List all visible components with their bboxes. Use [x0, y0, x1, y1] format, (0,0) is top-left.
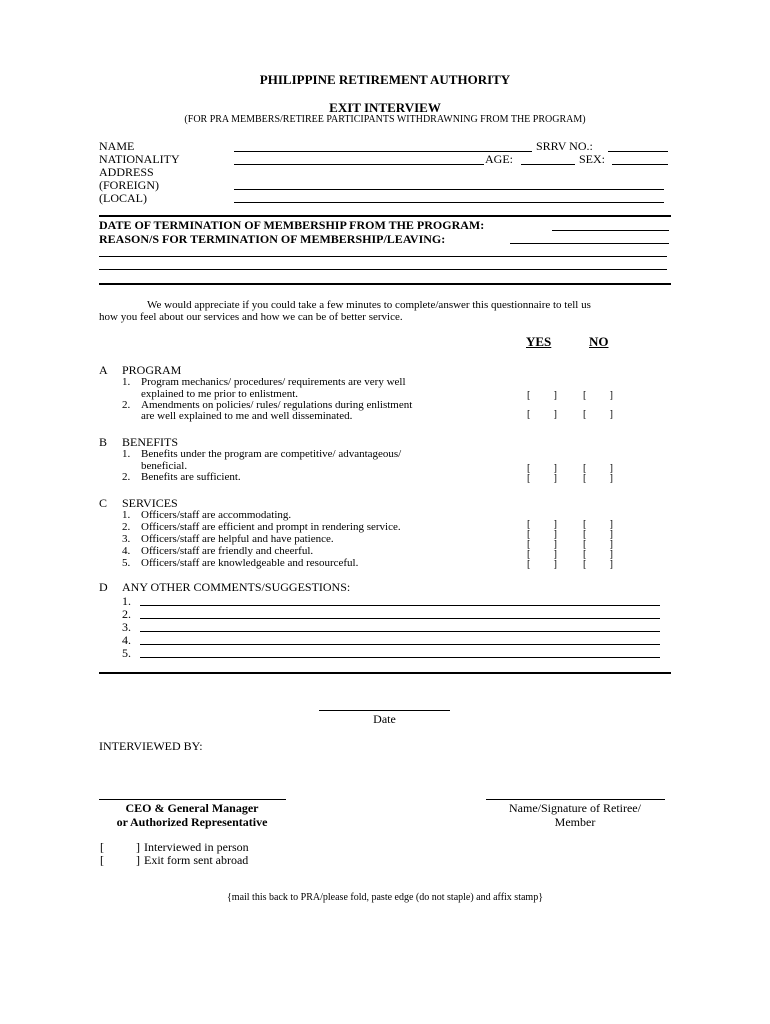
retiree-label-line-1: Name/Signature of Retiree/ — [509, 801, 641, 815]
item-number: 4. — [122, 545, 131, 557]
services-item-1: Officers/staff are accommodating. — [141, 509, 292, 521]
comment-field-2[interactable] — [140, 618, 660, 619]
comment-field-5[interactable] — [140, 657, 660, 658]
age-label: AGE: — [485, 152, 513, 166]
services-item-4: Officers/staff are friendly and cheerful. — [141, 545, 314, 557]
benefits-2-yes-checkbox[interactable]: [ ] — [527, 473, 557, 484]
sex-field[interactable] — [612, 164, 668, 165]
program-1-no-checkbox[interactable]: [ ] — [583, 390, 613, 401]
section-divider — [99, 672, 671, 674]
interviewed-by-label: INTERVIEWED BY: — [99, 739, 203, 753]
item-number: 3. — [122, 533, 131, 545]
section-b-letter: B — [99, 435, 108, 449]
item-number: 2. — [122, 471, 131, 483]
services-3-yes-checkbox[interactable]: [ ] — [527, 539, 557, 550]
interviewed-in-person-checkbox[interactable]: [ ] — [100, 840, 140, 854]
services-1-no-checkbox[interactable]: [ ] — [583, 519, 613, 530]
services-item-2: Officers/staff are efficient and prompt in rendering service. — [141, 521, 401, 533]
benefits-1-no-checkbox[interactable]: [ ] — [583, 463, 613, 474]
srrv-label: SRRV NO.: — [536, 139, 593, 153]
form-title: EXIT INTERVIEW — [329, 100, 441, 115]
ceo-signature-field[interactable] — [99, 799, 286, 800]
retiree-label-line-2: Member — [554, 815, 596, 829]
benefits-item-1-line-1: Benefits under the program are competitive/ advantageous/ — [141, 448, 402, 460]
ceo-label-line-1: CEO & General Manager — [125, 801, 259, 815]
program-item-1-line-1: Program mechanics/ procedures/ requirements are very well — [141, 376, 406, 388]
section-d-title: ANY OTHER COMMENTS/SUGGESTIONS: — [122, 580, 351, 594]
item-number: 5. — [122, 557, 131, 569]
program-item-1-line-2: explained to me prior to enlistment. — [141, 388, 299, 400]
item-number: 1. — [122, 509, 131, 521]
comment-field-1[interactable] — [140, 605, 660, 606]
comment-number: 2. — [122, 607, 131, 621]
interviewed-in-person-label: Interviewed in person — [144, 840, 249, 854]
form-subtitle: (FOR PRA MEMBERS/RETIREE PARTICIPANTS WITHDRAWNING FROM THE PROGRAM) — [184, 114, 586, 125]
program-item-2-line-2: are well explained to me and well disseminated. — [141, 410, 353, 422]
services-3-no-checkbox[interactable]: [ ] — [583, 539, 613, 550]
nationality-label: NATIONALITY — [99, 152, 180, 166]
services-4-no-checkbox[interactable]: [ ] — [583, 549, 613, 560]
sex-label: SEX: — [579, 152, 606, 166]
services-4-yes-checkbox[interactable]: [ ] — [527, 549, 557, 560]
intro-line-2: how you feel about our services and how we can be of better service. — [99, 311, 403, 323]
local-label: (LOCAL) — [99, 191, 147, 205]
program-2-yes-checkbox[interactable]: [ ] — [527, 409, 557, 420]
services-5-no-checkbox[interactable]: [ ] — [583, 559, 613, 570]
date-label: Date — [373, 712, 396, 726]
org-title: PHILIPPINE RETIREMENT AUTHORITY — [259, 72, 511, 87]
termination-reasons-label: REASON/S FOR TERMINATION OF MEMBERSHIP/LEAVING: — [99, 232, 446, 246]
comment-field-3[interactable] — [140, 631, 660, 632]
services-item-3: Officers/staff are helpful and have patience. — [141, 533, 334, 545]
benefits-item-2: Benefits are sufficient. — [141, 471, 241, 483]
services-1-yes-checkbox[interactable]: [ ] — [527, 519, 557, 530]
services-item-5: Officers/staff are knowledgeable and resourceful. — [141, 557, 359, 569]
program-1-yes-checkbox[interactable]: [ ] — [527, 390, 557, 401]
benefits-item-1-line-2: beneficial. — [141, 460, 188, 472]
section-d-letter: D — [99, 580, 108, 594]
item-number: 2. — [122, 521, 131, 533]
no-column-header: NO — [589, 334, 609, 349]
services-5-yes-checkbox[interactable]: [ ] — [527, 559, 557, 570]
age-field[interactable] — [521, 164, 575, 165]
foreign-label: (FOREIGN) — [99, 178, 159, 192]
foreign-address-field[interactable] — [234, 189, 664, 190]
date-field[interactable] — [319, 710, 450, 711]
section-c-title: SERVICES — [122, 496, 178, 510]
services-2-no-checkbox[interactable]: [ ] — [583, 529, 613, 540]
reasons-field-3[interactable] — [99, 269, 667, 270]
services-2-yes-checkbox[interactable]: [ ] — [527, 529, 557, 540]
yes-column-header: YES — [526, 334, 552, 349]
comment-number: 3. — [122, 620, 131, 634]
section-divider — [99, 283, 671, 285]
item-number: 2. — [122, 399, 131, 411]
address-label: ADDRESS — [99, 165, 154, 179]
section-divider — [99, 215, 671, 217]
srrv-field[interactable] — [608, 151, 668, 152]
exit-form-sent-abroad-label: Exit form sent abroad — [144, 853, 249, 867]
benefits-1-yes-checkbox[interactable]: [ ] — [527, 463, 557, 474]
comment-number: 5. — [122, 646, 131, 660]
comment-number: 1. — [122, 594, 131, 608]
program-2-no-checkbox[interactable]: [ ] — [583, 409, 613, 420]
name-label: NAME — [99, 139, 135, 153]
intro-line-1: We would appreciate if you could take a few minutes to complete/answer this questionnaire to tell us — [147, 299, 591, 311]
benefits-2-no-checkbox[interactable]: [ ] — [583, 473, 613, 484]
comment-number: 4. — [122, 633, 131, 647]
item-number: 1. — [122, 448, 131, 460]
retiree-signature-field[interactable] — [486, 799, 665, 800]
reasons-field-1[interactable] — [510, 243, 669, 244]
termination-date-field[interactable] — [552, 230, 669, 231]
mailing-instructions: {mail this back to PRA/please fold, paste edge (do not staple) and affix stamp} — [226, 892, 543, 903]
termination-date-label: DATE OF TERMINATION OF MEMBERSHIP FROM THE PROGRAM: — [99, 218, 485, 232]
ceo-label-line-2: or Authorized Representative — [116, 815, 268, 829]
section-a-letter: A — [99, 363, 108, 377]
reasons-field-2[interactable] — [99, 256, 667, 257]
local-address-field[interactable] — [234, 202, 664, 203]
program-item-2-line-1: Amendments on policies/ rules/ regulations during enlistment — [141, 399, 413, 411]
section-b-title: BENEFITS — [122, 435, 179, 449]
section-c-letter: C — [99, 496, 108, 510]
item-number: 1. — [122, 376, 131, 388]
section-a-title: PROGRAM — [122, 363, 182, 377]
exit-form-sent-abroad-checkbox[interactable]: [ ] — [100, 853, 140, 867]
nationality-field[interactable] — [234, 164, 484, 165]
comment-field-4[interactable] — [140, 644, 660, 645]
